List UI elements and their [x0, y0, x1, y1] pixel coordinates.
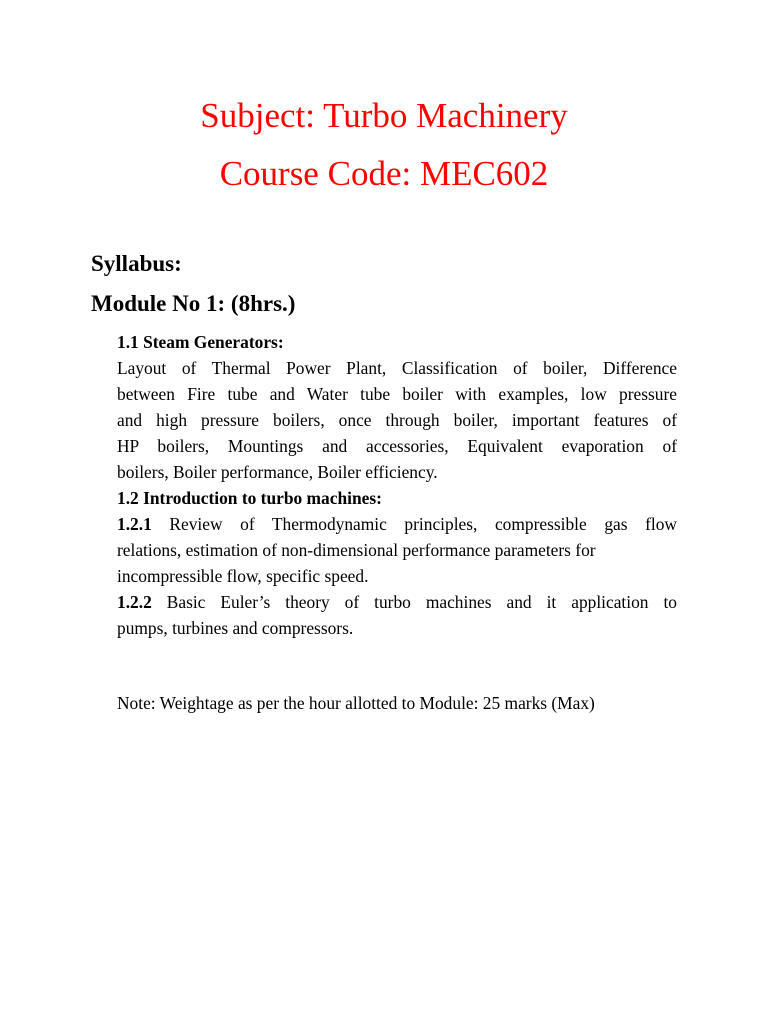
- course-code-title: Course Code: MEC602: [219, 154, 549, 193]
- section-1-1-heading: 1.1 Steam Generators:: [117, 332, 284, 352]
- module-heading: Module No 1: (8hrs.): [91, 291, 296, 316]
- section-1-2-1-line: relations, estimation of non-dimensional performance parameters for: [117, 540, 596, 560]
- section-1-2-2-line: pumps, turbines and compressors.: [117, 618, 354, 638]
- module-content: [117, 329, 677, 641]
- section-1-1-line: Layout of Thermal Power Plant, Classification of boiler, Difference: [117, 358, 677, 378]
- section-1-2-2-line: [117, 589, 677, 615]
- subject-title: Subject: Turbo Machinery: [200, 96, 568, 135]
- syllabus-heading: Syllabus:: [91, 251, 182, 276]
- section-1-1-line: and high pressure boilers, once through boiler, important features of: [117, 410, 677, 430]
- section-1-2-1-line: [117, 511, 677, 537]
- section-1-2-1-number: 1.2.1: [117, 514, 152, 534]
- section-1-2-2-number: 1.2.2: [117, 592, 152, 612]
- section-1-1-line: boilers, Boiler performance, Boiler efficiency.: [117, 462, 438, 482]
- weightage-note: Note: Weightage as per the hour allotted to Module: 25 marks (Max): [117, 693, 595, 713]
- section-1-1-line: between Fire tube and Water tube boiler with examples, low pressure: [117, 384, 677, 404]
- section-1-2-1-line: incompressible flow, specific speed.: [117, 566, 369, 586]
- section-1-1-line: HP boilers, Mountings and accessories, Equivalent evaporation of: [117, 436, 677, 456]
- section-1-2-heading: 1.2 Introduction to turbo machines:: [117, 488, 382, 508]
- section-1-2-1-text: Review of Thermodynamic principles, compressible gas flow: [169, 514, 677, 534]
- section-1-2-2-text: Basic Euler’s theory of turbo machines and it application to: [166, 592, 677, 612]
